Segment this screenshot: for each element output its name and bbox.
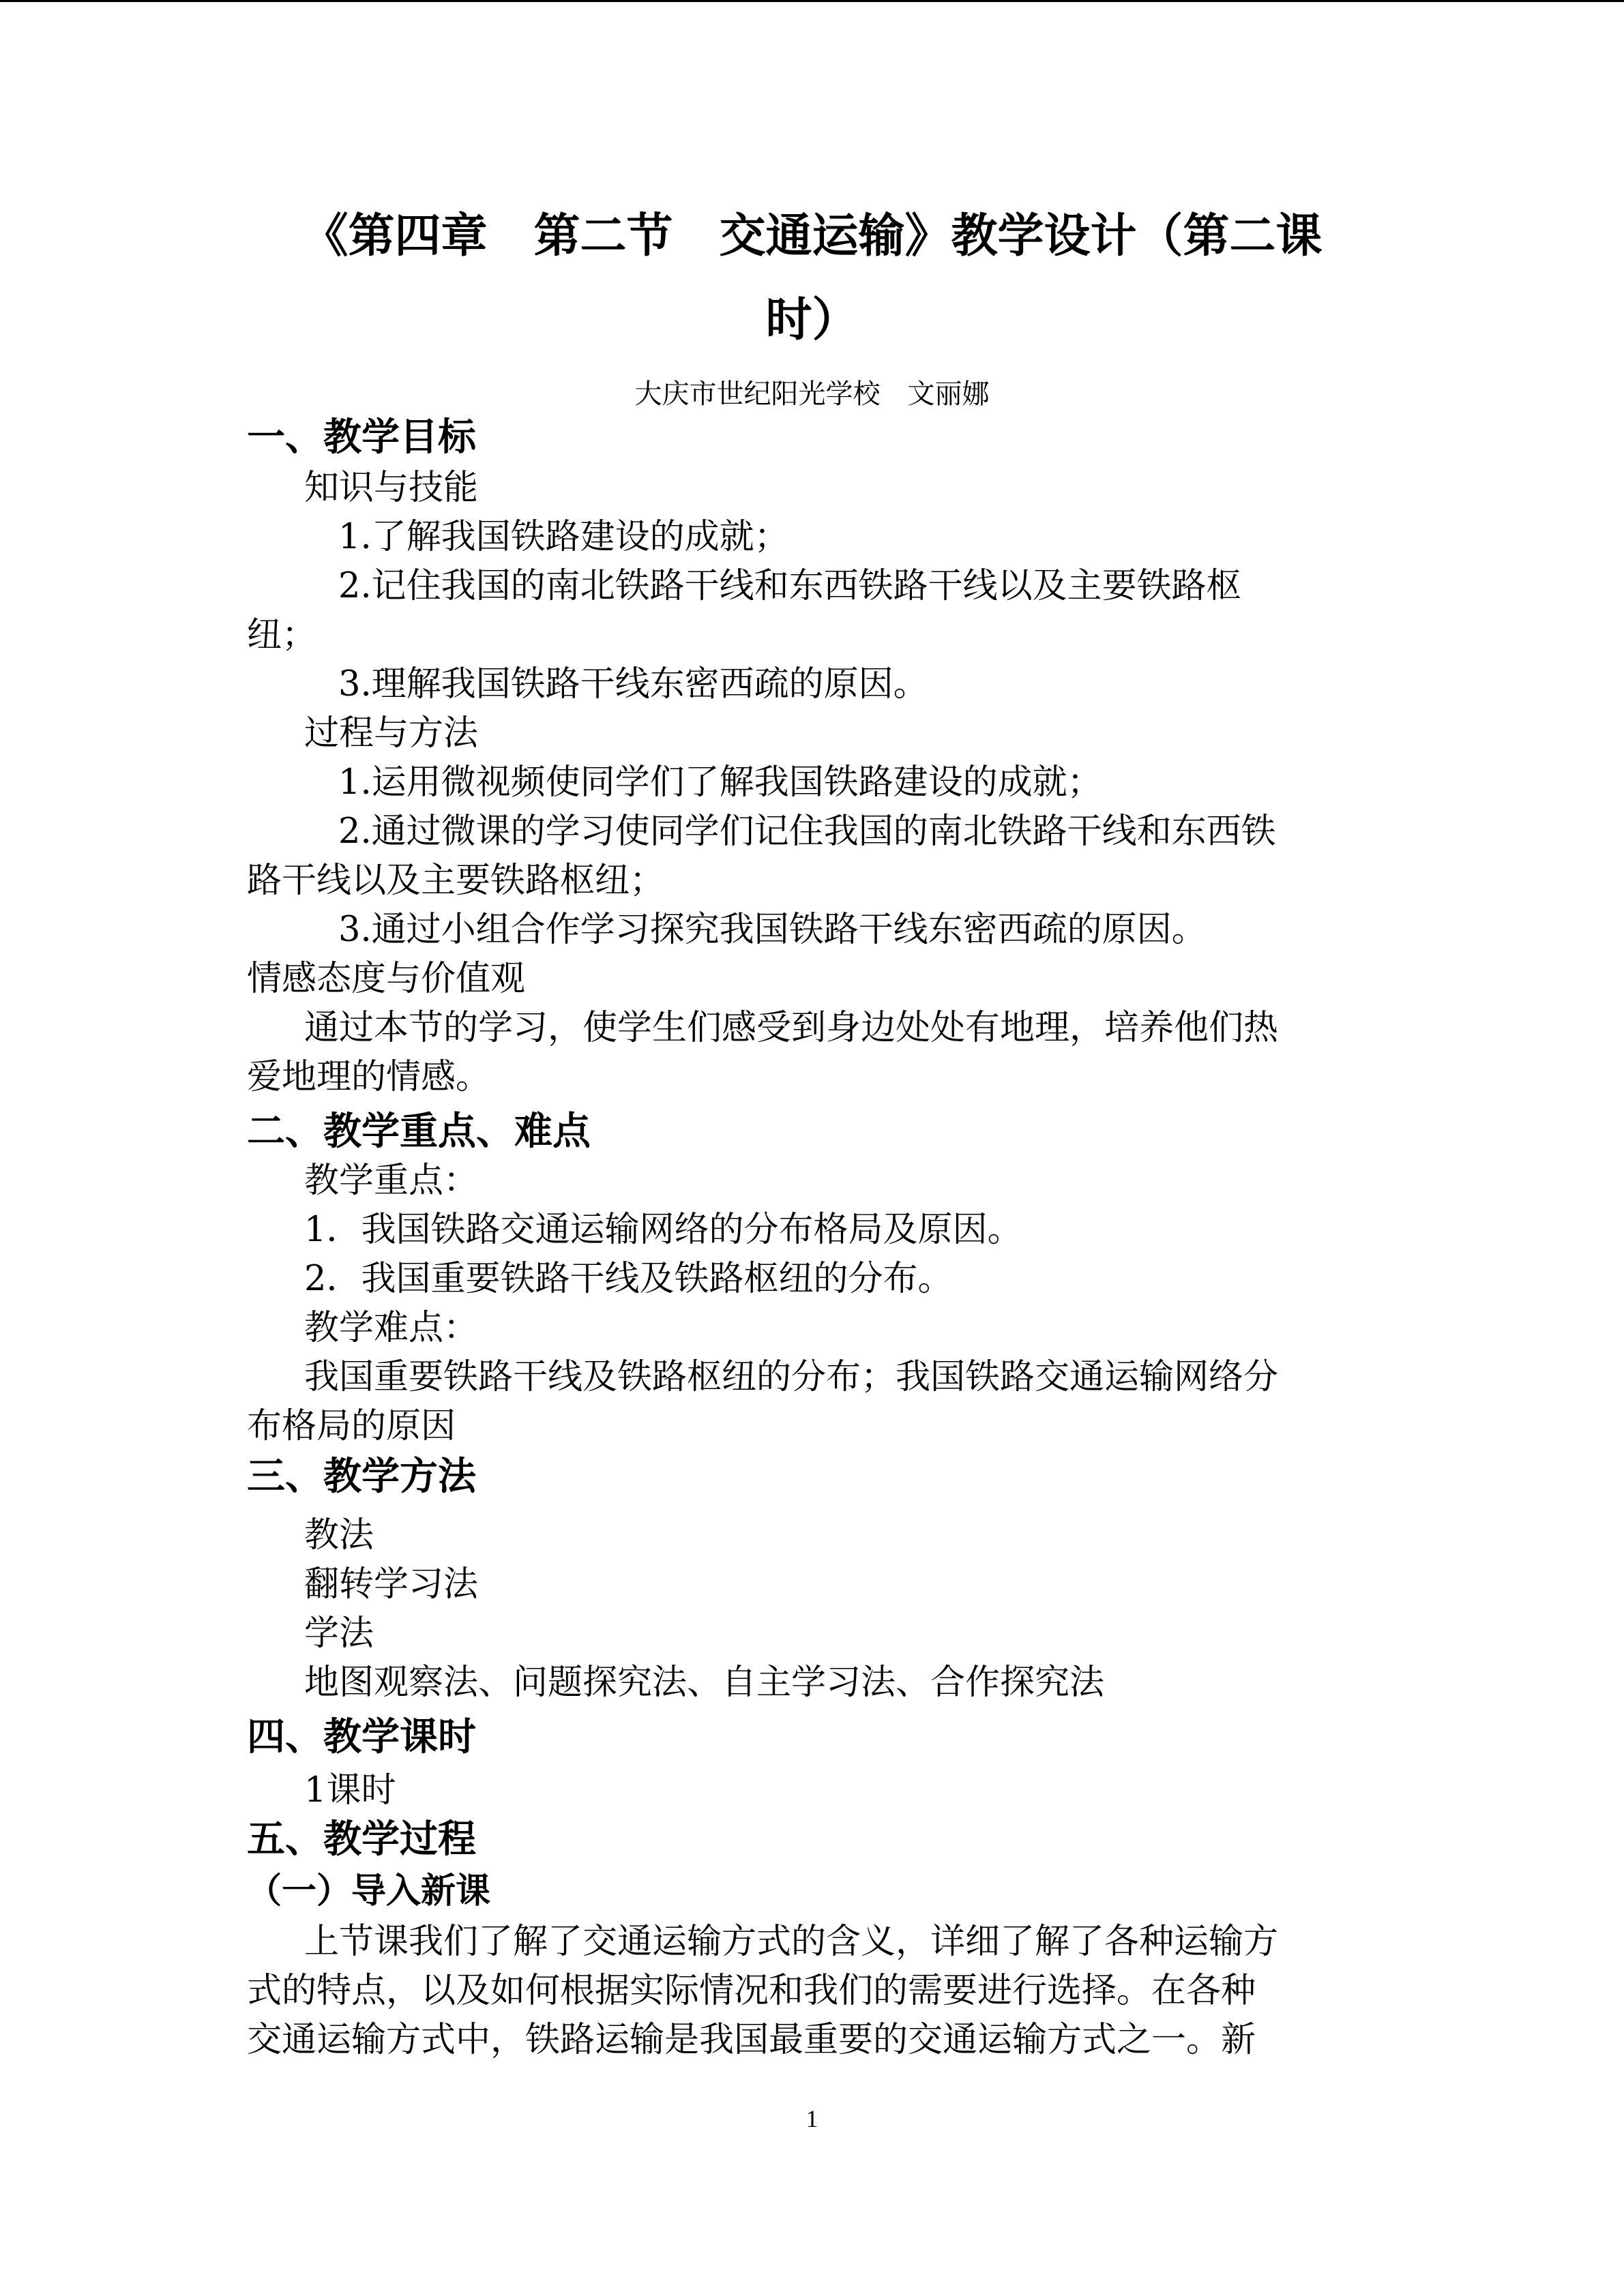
periods-value: 1课时 — [304, 1770, 396, 1810]
page-number: 1 — [806, 2105, 818, 2132]
paragraph-line: 式的特点，以及如何根据实际情况和我们的需要进行选择。在各种 — [247, 1971, 1256, 2011]
subheading-key-points: 教学重点： — [304, 1161, 479, 1201]
paragraph-line: 布格局的原因 — [247, 1406, 456, 1446]
list-item: 1．我国铁路交通运输网络的分布格局及原因。 — [304, 1210, 1022, 1250]
subheading-introduction: （一）导入新课 — [247, 1871, 491, 1911]
subheading-knowledge-skills: 知识与技能 — [304, 468, 479, 508]
section-heading-key-points: 二、教学重点、难点 — [247, 1109, 591, 1154]
method-value: 翻转学习法 — [304, 1564, 479, 1605]
subheading-difficult-points: 教学难点： — [304, 1308, 479, 1348]
subheading-attitude-values: 情感态度与价值观 — [247, 959, 526, 999]
section-heading-methods: 三、教学方法 — [247, 1455, 476, 1499]
document-author: 大庆市世纪阳光学校 文丽娜 — [634, 378, 990, 410]
paragraph-line: 交通运输方式中，铁路运输是我国最重要的交通运输方式之一。新 — [247, 2020, 1256, 2060]
list-item-continuation: 纽； — [247, 615, 317, 655]
list-item: 2．我国重要铁路干线及铁路枢纽的分布。 — [304, 1259, 953, 1299]
list-item: 2.记住我国的南北铁路干线和东西铁路干线以及主要铁路枢 — [338, 566, 1241, 606]
page-top-border — [0, 0, 1624, 2]
subheading-teaching-method: 教法 — [304, 1515, 374, 1555]
method-value: 地图观察法、问题探究法、自主学习法、合作探究法 — [304, 1663, 1105, 1703]
subheading-process-methods: 过程与方法 — [304, 713, 479, 754]
list-item: 2.通过微课的学习使同学们记住我国的南北铁路干线和东西铁 — [338, 811, 1276, 852]
subheading-learning-method: 学法 — [304, 1613, 374, 1654]
section-heading-process: 五、教学过程 — [247, 1817, 476, 1862]
paragraph-line: 我国重要铁路干线及铁路枢纽的分布；我国铁路交通运输网络分 — [304, 1357, 1279, 1397]
list-item-continuation: 路干线以及主要铁路枢纽； — [247, 861, 665, 901]
paragraph-line: 爱地理的情感。 — [247, 1057, 491, 1097]
list-item: 3.通过小组合作学习探究我国铁路干线东密西疏的原因。 — [338, 910, 1207, 950]
list-item: 1.了解我国铁路建设的成就； — [338, 517, 789, 557]
list-item: 3.理解我国铁路干线东密西疏的原因。 — [338, 664, 928, 704]
list-item: 1.运用微视频使同学们了解我国铁路建设的成就； — [338, 762, 1102, 803]
section-heading-periods: 四、教学课时 — [247, 1715, 476, 1759]
paragraph-line: 通过本节的学习，使学生们感受到身边处处有地理，培养他们热 — [304, 1008, 1279, 1048]
paragraph-line: 上节课我们了解了交通运输方式的含义，详细了解了各种运输方 — [304, 1922, 1279, 1962]
document-title-line2: 时） — [765, 293, 859, 347]
section-heading-objectives: 一、教学目标 — [247, 415, 476, 460]
document-title-line1: 《第四章 第二节 交通运输》教学设计（第二课 — [301, 209, 1323, 263]
